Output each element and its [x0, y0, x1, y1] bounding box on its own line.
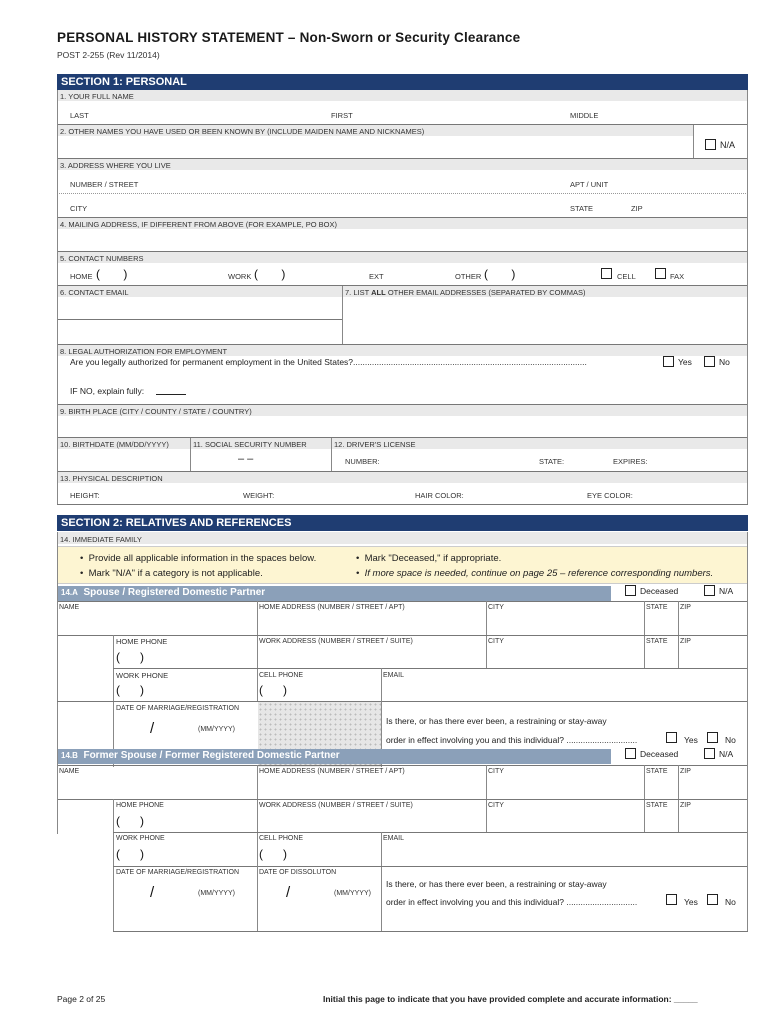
former-spouse-subheader	[57, 749, 611, 764]
former-spouse-work-zip-label: ZIP	[680, 802, 691, 809]
former-spouse-name-label: NAME	[59, 768, 80, 775]
instruction-text-1: Provide all applicable information in the spaces below.	[88, 553, 317, 564]
spouse-restraining-yes-label: Yes	[684, 735, 698, 745]
q5-label-band	[57, 252, 748, 263]
spouse-na-checkbox[interactable]	[704, 585, 715, 596]
former-spouse-work-address-label: WORK ADDRESS (NUMBER / STREET / SUITE)	[259, 802, 413, 809]
spouse-zip-label: ZIP	[680, 604, 691, 611]
spouse-cell-phone-label: CELL PHONE	[259, 672, 304, 679]
former-spouse-restraining-no-checkbox[interactable]	[707, 894, 718, 905]
if-no-explain-label: IF NO, explain fully:	[70, 386, 145, 396]
former-spouse-date-marriage-label: DATE OF MARRIAGE/REGISTRATION	[116, 869, 240, 876]
legal-auth-yes-label: Yes	[678, 357, 692, 367]
license-number-label: NUMBER:	[345, 457, 380, 466]
former-spouse-home-address-label: HOME ADDRESS (NUMBER / STREET / APT)	[259, 768, 405, 775]
if-no-explain-line[interactable]	[156, 394, 186, 395]
former-spouse-city-label: CITY	[488, 768, 504, 775]
q13-label: 13. PHYSICAL DESCRIPTION	[60, 474, 163, 483]
zip-label: ZIP	[631, 204, 643, 213]
section-2-header: SECTION 2: RELATIVES AND REFERENCES	[57, 515, 748, 531]
spouse-restraining-no-label: No	[725, 735, 736, 745]
spouse-work-address-label: WORK ADDRESS (NUMBER / STREET / SUITE)	[259, 638, 413, 645]
other-names-na-checkbox[interactable]	[705, 139, 716, 150]
last-name-label: LAST	[70, 111, 89, 120]
former-spouse-work-city-label: CITY	[488, 802, 504, 809]
form-id: POST 2-255 (Rev 11/2014)	[57, 50, 160, 60]
spouse-work-state-label: STATE	[646, 638, 668, 645]
q4-label: 4. MAILING ADDRESS, IF DIFFERENT FROM ABOVE (FOR EXAMPLE, PO BOX)	[60, 220, 337, 229]
former-spouse-work-phone-parens: ( )	[116, 847, 144, 861]
eye-color-label: EYE COLOR:	[587, 491, 633, 500]
instruction-text-3: Mark "Deceased," if appropriate.	[364, 553, 502, 564]
q7-label	[345, 288, 586, 297]
former-spouse-work-phone-label: WORK PHONE	[116, 835, 165, 842]
hair-color-label: HAIR COLOR:	[415, 491, 464, 500]
spouse-na-label: N/A	[719, 586, 734, 596]
spouse-home-phone-label: HOME PHONE	[116, 637, 168, 646]
apt-unit-label: APT / UNIT	[570, 180, 609, 189]
q2-label: 2. OTHER NAMES YOU HAVE USED OR BEEN KNOWN BY (INCLUDE MAIDEN NAME AND NICKNAMES)	[60, 127, 425, 136]
former-spouse-restraining-no-label: No	[725, 897, 736, 907]
former-spouse-home-phone-parens: ( )	[116, 814, 144, 828]
q1-label-band	[57, 90, 748, 101]
former-spouse-dissolution-format: (MM/YYYY)	[334, 890, 371, 897]
fax-checkbox[interactable]	[655, 268, 666, 279]
license-state-label: STATE:	[539, 457, 565, 466]
weight-label: WEIGHT:	[243, 491, 275, 500]
former-spouse-subheader-title: Former Spouse / Former Registered Domestic Partner	[83, 750, 340, 761]
city-label: CITY	[70, 204, 88, 213]
spouse-home-address-label: HOME ADDRESS (NUMBER / STREET / APT)	[259, 604, 405, 611]
spouse-work-phone-label: WORK PHONE	[116, 671, 169, 680]
q7-label-bold: ALL	[371, 288, 386, 297]
former-spouse-restraining-yes-label: Yes	[684, 897, 698, 907]
spouse-work-city-label: CITY	[488, 638, 504, 645]
work-phone-label: WORK	[228, 272, 252, 281]
former-spouse-work-state-label: STATE	[646, 802, 668, 809]
former-spouse-restraining-line1: Is there, or has there ever been, a restraining or stay-away	[386, 879, 607, 889]
spouse-name-label: NAME	[59, 604, 80, 611]
q5-label: 5. CONTACT NUMBERS	[60, 254, 144, 263]
instruction-bullet-3: • Mark "Deceased," if appropriate.	[356, 553, 502, 564]
spouse-subheader-num: 14.A	[61, 588, 78, 597]
q8-label: 8. LEGAL AUTHORIZATION FOR EMPLOYMENT	[60, 347, 228, 356]
q8-question: Are you legally authorized for permanent employment in the United States?...................................................................................................	[70, 357, 587, 367]
ssn-dashes: – –	[238, 453, 254, 465]
spouse-subheader	[57, 586, 611, 601]
former-spouse-restraining-yes-checkbox[interactable]	[666, 894, 677, 905]
q7-label-pre: 7. LIST	[345, 288, 372, 297]
former-spouse-home-phone-label: HOME PHONE	[116, 802, 164, 809]
home-phone-parens: ( )	[96, 267, 128, 281]
spouse-city-label: CITY	[488, 604, 504, 611]
license-expires-label: EXPIRES:	[613, 457, 648, 466]
spouse-work-phone-parens: ( )	[116, 683, 144, 697]
form-title: PERSONAL HISTORY STATEMENT – Non-Sworn or Security Clearance	[57, 30, 521, 45]
spouse-home-phone-parens: ( )	[116, 650, 144, 664]
spouse-work-zip-label: ZIP	[680, 638, 691, 645]
instruction-bullet-2: • Mark "N/A" if a category is not applicable.	[80, 568, 263, 579]
other-phone-label: OTHER	[455, 272, 482, 281]
home-phone-label: HOME	[70, 272, 93, 281]
former-spouse-cell-phone-parens: ( )	[259, 847, 287, 861]
legal-auth-yes-checkbox[interactable]	[663, 356, 674, 367]
former-spouse-na-label: N/A	[719, 749, 734, 759]
spouse-email-label: EMAIL	[383, 672, 405, 679]
section-1-header: SECTION 1: PERSONAL	[57, 74, 748, 90]
spouse-date-format: (MM/YYYY)	[198, 726, 235, 733]
former-spouse-deceased-checkbox[interactable]	[625, 748, 636, 759]
former-spouse-na-checkbox[interactable]	[704, 748, 715, 759]
former-spouse-subheader-num: 14.B	[61, 751, 78, 760]
fax-label: FAX	[670, 272, 685, 281]
spouse-restraining-no-checkbox[interactable]	[707, 732, 718, 743]
former-spouse-email-label: EMAIL	[383, 835, 405, 842]
former-spouse-date-dissolution-label: DATE OF DISSOLUTON	[259, 869, 337, 876]
instruction-text-2: Mark "N/A" if a category is not applicable.	[88, 568, 263, 579]
former-spouse-restraining-line2: order in effect involving you and this individual? ..............................	[386, 897, 638, 907]
state-label: STATE	[570, 204, 594, 213]
former-spouse-dissolution-slash: /	[286, 884, 291, 901]
height-label: HEIGHT:	[70, 491, 100, 500]
former-spouse-marriage-format: (MM/YYYY)	[198, 890, 235, 897]
other-names-na-label: N/A	[720, 140, 736, 150]
q3-label: 3. ADDRESS WHERE YOU LIVE	[60, 161, 171, 170]
number-street-label: NUMBER / STREET	[70, 180, 139, 189]
spouse-date-slash: /	[150, 720, 155, 737]
q14-label: 14. IMMEDIATE FAMILY	[60, 535, 142, 544]
former-spouse-state-label: STATE	[646, 768, 668, 775]
spouse-cell-phone-parens: ( )	[259, 683, 287, 697]
ext-label: EXT	[369, 272, 384, 281]
spouse-deceased-checkbox[interactable]	[625, 585, 636, 596]
initial-statement: Initial this page to indicate that you have provided complete and accurate information: _____	[323, 994, 698, 1004]
cell-checkbox[interactable]	[601, 268, 612, 279]
instruction-bullet-4: • If more space is needed, continue on page 25 – reference corresponding numbers.	[356, 568, 714, 579]
legal-auth-no-label: No	[719, 357, 730, 367]
spouse-date-marriage-label: DATE OF MARRIAGE/REGISTRATION	[116, 705, 240, 712]
spouse-subheader-title: Spouse / Registered Domestic Partner	[83, 587, 266, 598]
former-spouse-cell-phone-label: CELL PHONE	[259, 835, 304, 842]
other-phone-parens: ( )	[484, 267, 516, 281]
spouse-restraining-line2: order in effect involving you and this individual? ..............................	[386, 735, 638, 745]
q12-label: 12. DRIVER'S LICENSE	[334, 440, 416, 449]
former-spouse-deceased-label: Deceased	[640, 749, 679, 759]
cell-label: CELL	[617, 272, 636, 281]
q14-label-band	[57, 532, 748, 544]
middle-name-label: MIDDLE	[570, 111, 599, 120]
q11-label: 11. SOCIAL SECURITY NUMBER	[193, 440, 307, 449]
first-name-label: FIRST	[331, 111, 353, 120]
legal-auth-no-checkbox[interactable]	[704, 356, 715, 367]
former-spouse-zip-label: ZIP	[680, 768, 691, 775]
spouse-restraining-yes-checkbox[interactable]	[666, 732, 677, 743]
instruction-bullet-1: • Provide all applicable information in the spaces below.	[80, 553, 317, 564]
page-number: Page 2 of 25	[57, 994, 106, 1004]
q7-label-post: OTHER EMAIL ADDRESSES (SEPARATED BY COMMAS)	[385, 288, 586, 297]
instruction-text-4: If more space is needed, continue on page 25 – reference corresponding numbers.	[364, 568, 714, 579]
former-spouse-marriage-slash: /	[150, 884, 155, 901]
q1-label: 1. YOUR FULL NAME	[60, 92, 134, 101]
q9-label: 9. BIRTH PLACE (CITY / COUNTY / STATE / COUNTRY)	[60, 407, 252, 416]
work-phone-parens: ( )	[254, 267, 286, 281]
q6-label: 6. CONTACT EMAIL	[60, 288, 129, 297]
spouse-state-label: STATE	[646, 604, 668, 611]
q10-label: 10. BIRTHDATE (MM/DD/YYYY)	[60, 440, 169, 449]
spouse-restraining-line1: Is there, or has there ever been, a restraining or stay-away	[386, 716, 607, 726]
spouse-deceased-label: Deceased	[640, 586, 679, 596]
